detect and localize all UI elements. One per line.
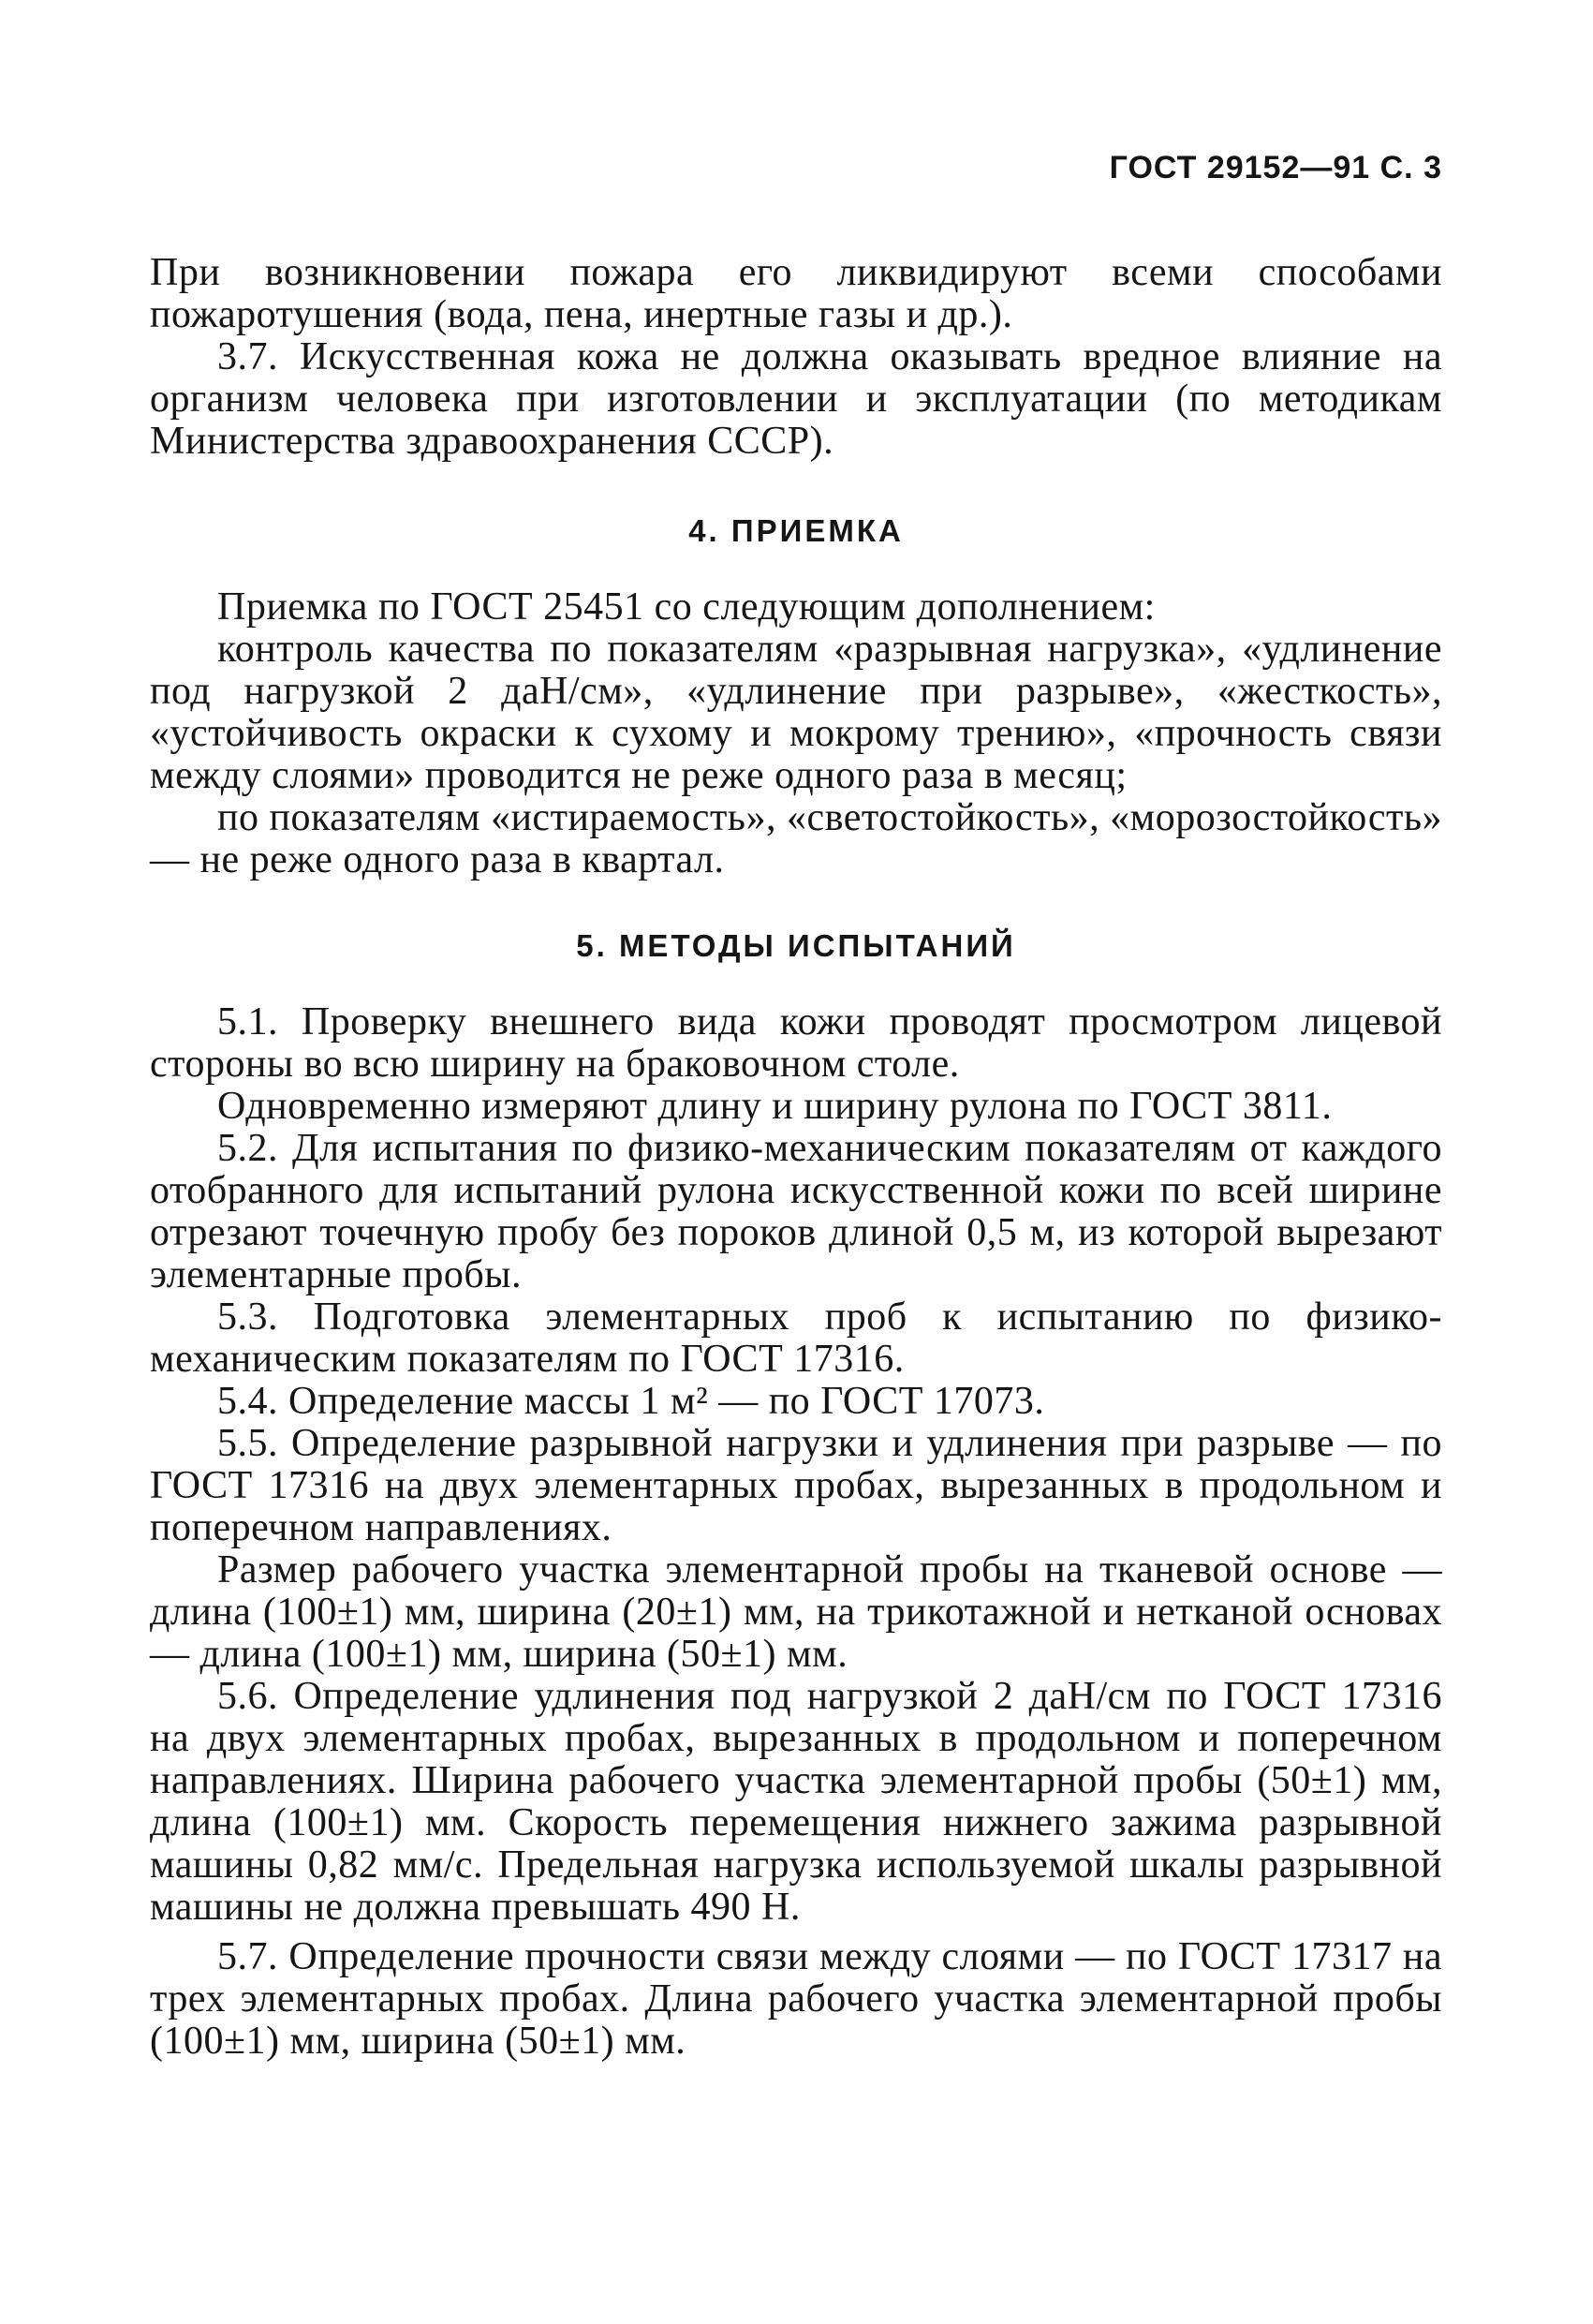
clause-5-4: 5.4. Определение массы 1 м² — по ГОСТ 17073.	[217, 1380, 1045, 1423]
section-4	[150, 513, 1442, 881]
intro-paragraph-fire: При возникновении пожара его ликвидируют всеми способами пожаротушения (вода, пена, инертные газы и др.).	[150, 251, 1442, 336]
section-5-paragraph: Размер рабочего участка элементарной пробы на тканевой основе — длина (100±1) мм, ширина (20±1) мм, на трикотажной и нетканой основах — длина (100±1) мм, ширина (50±1) мм.	[150, 1548, 1442, 1676]
clause-3-7: 3.7. Искусственная кожа не должна оказывать вредное влияние на организм человека при изготовлении и эксплуатации (по методикам Министерства здравоохранения СССР).	[150, 335, 1442, 463]
document-page	[150, 150, 1442, 2063]
clause-5-6: 5.6. Определение удлинения под нагрузкой 2 даН/см по ГОСТ 17316 на двух элементарных пробах, вырезанных в продольном и поперечном направлениях. Ширина рабочего участка элементарной пробы (50±1) мм, длина (100±1) мм. Скорость перемещения нижнего зажима разрывной машины 0,82 мм/с. Предельная нагрузка используемой шкалы разрывной машины не должна превышать 490 Н.	[150, 1675, 1442, 1929]
section-4-paragraph: по показателям «истираемость», «светостойкость», «морозостойкость» — не реже одного раза в квартал.	[150, 796, 1442, 881]
clause-5-5: 5.5. Определение разрывной нагрузки и удлинения при разрыве — по ГОСТ 17316 на двух элементарных пробах, вырезанных в продольном и поперечном направлениях.	[150, 1422, 1442, 1549]
running-head: ГОСТ 29152—91 С. 3	[1109, 150, 1442, 185]
section-4-paragraph: Приемка по ГОСТ 25451 со следующим дополнением:	[217, 585, 1156, 629]
section-4-title: 4. ПРИЕМКА	[688, 513, 904, 548]
section-5-paragraph: Одновременно измеряют длину и ширину рулона по ГОСТ 3811.	[217, 1085, 1333, 1128]
section-4-paragraph: контроль качества по показателям «разрывная нагрузка», «удлинение под нагрузкой 2 даН/см», «удлинение при разрыве», «жесткость», «устойчивость окраски к сухому и мокрому трению», «прочность связи между слоями» проводится не реже одного раза в месяц;	[150, 628, 1442, 797]
clause-5-3: 5.3. Подготовка элементарных проб к испытанию по физико-механическим показателям по ГОСТ 17316.	[150, 1295, 1442, 1381]
section-5	[150, 928, 1442, 2063]
section-5-title: 5. МЕТОДЫ ИСПЫТАНИЙ	[576, 928, 1016, 963]
intro-block	[150, 252, 1442, 463]
clause-5-1: 5.1. Проверку внешнего вида кожи проводят просмотром лицевой стороны во всю ширину на браковочном столе.	[150, 1000, 1442, 1086]
clause-5-2: 5.2. Для испытания по физико-механическим показателям от каждого отобранного для испытаний рулона искусственной кожи по всей ширине отрезают точечную пробу без пороков длиной 0,5 м, из которой вырезают элементарные пробы.	[150, 1127, 1442, 1296]
clause-5-7: 5.7. Определение прочности связи между слоями — по ГОСТ 17317 на трех элементарных пробах. Длина рабочего участка элементарной пробы (100±1) мм, ширина (50±1) мм.	[150, 1935, 1442, 2063]
